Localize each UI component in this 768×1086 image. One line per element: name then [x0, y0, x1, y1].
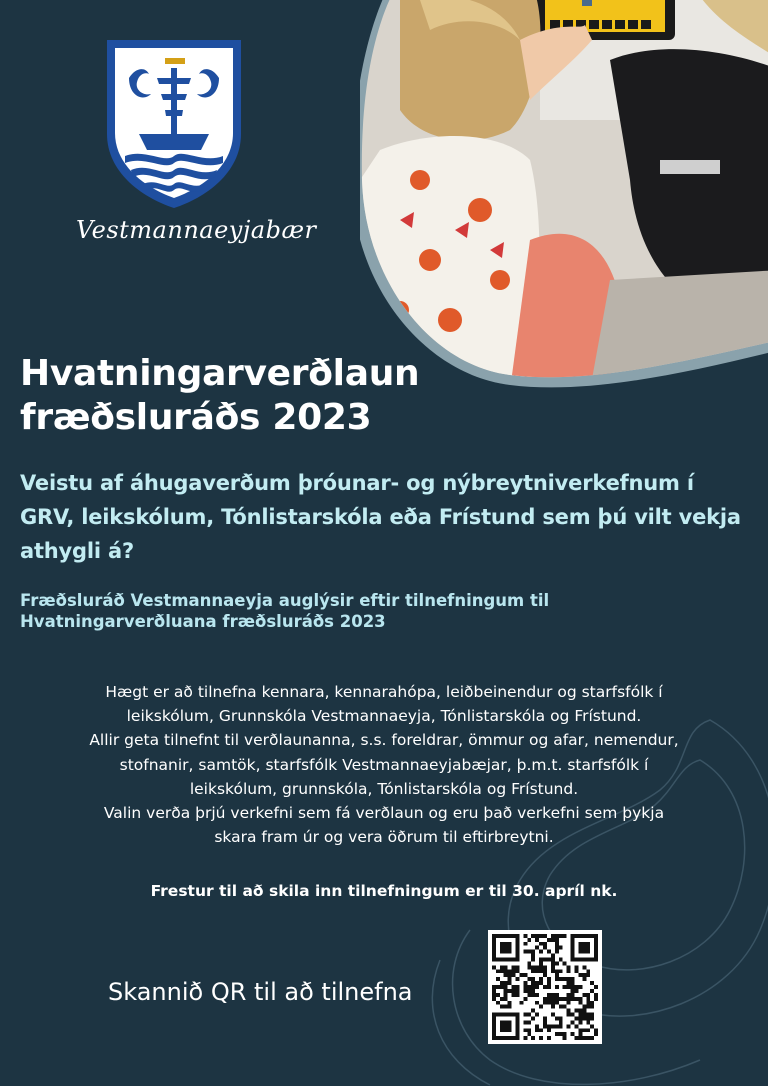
scan-qr-label: Skannið QR til að tilnefna — [108, 978, 413, 1006]
body-line: leikskólum, grunnskóla, Tónlistarskóla og Frístund. — [189, 779, 579, 798]
title-line-2: fræðsluráðs 2023 — [20, 397, 372, 438]
vestmannaeyjabaer-crest-icon — [105, 38, 243, 210]
deadline-text: Frestur til að skila inn tilnefningum er til 30. apríl nk. — [150, 882, 618, 900]
body-line: skara fram úr og vera öðrum til eftirbreytni. — [214, 828, 554, 847]
qr-code-icon[interactable] — [488, 930, 602, 1044]
body-line: leikskólum, Grunnskóla Vestmannaeyja, Tónlistarskóla og Frístund. — [126, 707, 642, 726]
body-line: Hægt er að tilnefna kennara, kennarahópa, leiðbeinendur og starfsfólk í — [105, 683, 663, 701]
body-text — [20, 680, 748, 849]
page-title — [20, 352, 540, 440]
body-line: stofnanir, samtök, starfsfólk Vestmannaeyjabæjar, þ.m.t. starfsfólk í — [119, 755, 649, 774]
children-tablet-photo — [360, 0, 768, 390]
body-line: Allir geta tilnefnt til verðlaunanna, s.s. foreldrar, ömmur og afar, nemendur, — [89, 731, 679, 750]
subtitle-question: Veistu af áhugaverðum þróunar- og nýbreytniverkefnum í GRV, leikskólum, Tónlistarskóla eða Frístund sem þú vilt vekja athygli á? — [20, 471, 741, 563]
title-line-1: Hvatningarverðlaun — [20, 353, 420, 394]
brand-name: Vestmannaeyjabær — [76, 216, 317, 244]
announcement: Fræðsluráð Vestmannaeyja auglýsir eftir tilnefningum til Hvatningarverðluana fræðsluráðs 2023 — [20, 591, 550, 631]
photo-blob-shape — [360, 0, 768, 390]
body-line: Valin verða þrjú verkefni sem fá verðlaun og eru það verkefni sem þykja — [103, 804, 665, 823]
